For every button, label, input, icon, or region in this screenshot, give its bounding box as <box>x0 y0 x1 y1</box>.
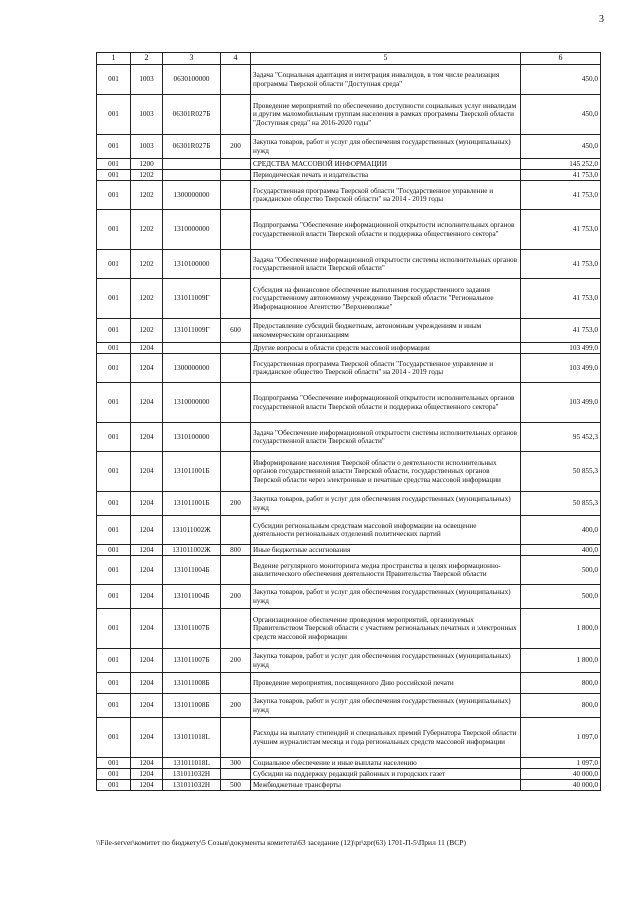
amount-cell: 41 753,0 <box>521 319 601 343</box>
description-cell: Другие вопросы в области средств массовой информации <box>251 343 521 354</box>
expense-type-cell: 200 <box>221 492 251 516</box>
amount-cell: 41 753,0 <box>521 181 601 210</box>
target-article-cell: 131011032Н <box>163 780 221 791</box>
org-code-cell: 001 <box>97 556 131 585</box>
table-row <box>97 492 601 516</box>
section-code-cell: 1202 <box>131 250 163 279</box>
section-code-cell: 1204 <box>131 516 163 545</box>
description-cell: Закупка товаров, работ и услуг для обеспечения государственных (муниципальных) нужд <box>251 694 521 718</box>
expense-type-cell <box>221 159 251 170</box>
target-article-cell: 131011004Б <box>163 556 221 585</box>
org-code-cell: 001 <box>97 159 131 170</box>
table-row <box>97 65 601 95</box>
target-article-cell: 1300000000 <box>163 354 221 383</box>
table-row <box>97 354 601 383</box>
description-cell: Задача "Обеспечение информационной открытости системы исполнительных органов государственной власти Тверской области" <box>251 250 521 279</box>
amount-cell: 95 452,3 <box>521 423 601 452</box>
amount-cell: 41 753,0 <box>521 279 601 319</box>
description-cell: Закупка товаров, работ и услуг для обеспечения государственных (муниципальных) нужд <box>251 649 521 673</box>
org-code-cell: 001 <box>97 492 131 516</box>
section-code-cell: 1003 <box>131 135 163 159</box>
table-row <box>97 343 601 354</box>
description-cell: Социальное обеспечение и иные выплаты населению <box>251 758 521 769</box>
description-cell: Субсидии на поддержку редакций районных и городских газет <box>251 769 521 780</box>
description-cell: Закупка товаров, работ и услуг для обеспечения государственных (муниципальных) нужд <box>251 492 521 516</box>
amount-cell: 50 855,3 <box>521 492 601 516</box>
target-article-cell: 131011007Б <box>163 609 221 649</box>
org-code-cell: 001 <box>97 181 131 210</box>
target-article-cell: 131011018L <box>163 718 221 758</box>
amount-cell: 500,0 <box>521 556 601 585</box>
section-code-cell: 1204 <box>131 780 163 791</box>
org-code-cell: 001 <box>97 343 131 354</box>
section-code-cell: 1003 <box>131 95 163 135</box>
section-code-cell: 1202 <box>131 279 163 319</box>
table-row <box>97 780 601 791</box>
table-row <box>97 585 601 609</box>
section-code-cell: 1204 <box>131 545 163 556</box>
section-code-cell: 1202 <box>131 319 163 343</box>
table-row <box>97 769 601 780</box>
target-article-cell: 1310100000 <box>163 250 221 279</box>
section-code-cell: 1204 <box>131 718 163 758</box>
expense-type-cell: 200 <box>221 694 251 718</box>
table-row <box>97 423 601 452</box>
expense-type-cell <box>221 95 251 135</box>
amount-cell: 103 499,0 <box>521 383 601 423</box>
table-header-row <box>97 53 601 65</box>
amount-cell: 1 097,0 <box>521 758 601 769</box>
expense-type-cell <box>221 250 251 279</box>
section-code-cell: 1204 <box>131 758 163 769</box>
expense-type-cell <box>221 343 251 354</box>
description-cell: Проведение мероприятия, посвященного Дню российской печати <box>251 673 521 694</box>
section-code-cell: 1204 <box>131 343 163 354</box>
description-cell: Ведение регулярного мониторинга медиа пространства в целях информационно-аналитического обеспечения деятельности Правительства Тверской области <box>251 556 521 585</box>
org-code-cell: 001 <box>97 170 131 181</box>
org-code-cell: 001 <box>97 545 131 556</box>
description-cell: Субсидия на финансовое обеспечение выполнения государственного задания государственному автономному учреждению Тверской области "Региональное Информационное Агентство "Верхневолжье" <box>251 279 521 319</box>
table-row <box>97 210 601 250</box>
description-cell: Закупка товаров, работ и услуг для обеспечения государственных (муниципальных) нужд <box>251 135 521 159</box>
org-code-cell: 001 <box>97 516 131 545</box>
amount-cell: 450,0 <box>521 65 601 95</box>
table-row <box>97 556 601 585</box>
expense-type-cell <box>221 279 251 319</box>
expense-type-cell: 200 <box>221 649 251 673</box>
org-code-cell: 001 <box>97 769 131 780</box>
org-code-cell: 001 <box>97 135 131 159</box>
description-cell: Подпрограмма "Обеспечение информационной открытости исполнительных органов государственной власти Тверской области и поддержка общественного сектора" <box>251 210 521 250</box>
section-code-cell: 1204 <box>131 492 163 516</box>
org-code-cell: 001 <box>97 95 131 135</box>
table-row <box>97 279 601 319</box>
target-article-cell: 1310000000 <box>163 210 221 250</box>
description-cell: Государственная программа Тверской области "Государственное управление и гражданское общество Тверской области" на 2014 - 2019 годы <box>251 181 521 210</box>
target-article-cell: 131011008Б <box>163 673 221 694</box>
expense-type-cell: 300 <box>221 758 251 769</box>
expense-type-cell <box>221 170 251 181</box>
expense-type-cell: 800 <box>221 545 251 556</box>
expense-type-cell: 200 <box>221 585 251 609</box>
table-row <box>97 159 601 170</box>
amount-cell: 1 800,0 <box>521 609 601 649</box>
org-code-cell: 001 <box>97 319 131 343</box>
org-code-cell: 001 <box>97 718 131 758</box>
amount-cell: 450,0 <box>521 135 601 159</box>
target-article-cell <box>163 343 221 354</box>
target-article-cell: 131011018L <box>163 758 221 769</box>
section-code-cell: 1204 <box>131 556 163 585</box>
description-cell: Организационное обеспечение проведения мероприятий, организуемых Правительством Тверской области с участием региональных печатных и электронных средств массовой информации <box>251 609 521 649</box>
org-code-cell: 001 <box>97 65 131 95</box>
amount-cell: 103 499,0 <box>521 343 601 354</box>
amount-cell: 41 753,0 <box>521 250 601 279</box>
description-cell: Подпрограмма "Обеспечение информационной открытости исполнительных органов государственной власти Тверской области и поддержка общественного сектора" <box>251 383 521 423</box>
section-code-cell: 1202 <box>131 181 163 210</box>
org-code-cell: 001 <box>97 210 131 250</box>
expense-type-cell: 200 <box>221 135 251 159</box>
org-code-cell: 001 <box>97 673 131 694</box>
description-cell: Задача "Социальная адаптация и интеграция инвалидов, в том числе реализация программы Тверской области "Доступная среда" <box>251 65 521 95</box>
org-code-cell: 001 <box>97 780 131 791</box>
table-row <box>97 250 601 279</box>
amount-cell: 41 753,0 <box>521 170 601 181</box>
section-code-cell: 1202 <box>131 210 163 250</box>
target-article-cell: 131011009Г <box>163 279 221 319</box>
amount-cell: 450,0 <box>521 95 601 135</box>
table-row <box>97 694 601 718</box>
column-header-3: 3 <box>163 53 221 65</box>
target-article-cell: 131011007Б <box>163 649 221 673</box>
org-code-cell: 001 <box>97 383 131 423</box>
target-article-cell <box>163 170 221 181</box>
expense-type-cell <box>221 452 251 492</box>
expense-type-cell <box>221 383 251 423</box>
expense-type-cell <box>221 556 251 585</box>
target-article-cell: 131011008Б <box>163 694 221 718</box>
target-article-cell: 131011001Б <box>163 452 221 492</box>
section-code-cell: 1204 <box>131 585 163 609</box>
target-article-cell: 1300000000 <box>163 181 221 210</box>
table-row <box>97 545 601 556</box>
expense-type-cell <box>221 718 251 758</box>
column-header-5: 5 <box>251 53 521 65</box>
amount-cell: 40 000,0 <box>521 780 601 791</box>
amount-cell: 40 000,0 <box>521 769 601 780</box>
org-code-cell: 001 <box>97 609 131 649</box>
org-code-cell: 001 <box>97 250 131 279</box>
expense-type-cell: 500 <box>221 780 251 791</box>
description-cell: Закупка товаров, работ и услуг для обеспечения государственных (муниципальных) нужд <box>251 585 521 609</box>
table-row <box>97 516 601 545</box>
amount-cell: 145 252,0 <box>521 159 601 170</box>
table-row <box>97 383 601 423</box>
description-cell: Информирование населения Тверской области о деятельности исполнительных органов государственной власти Тверской области, государственных органов Тверской области через электронные и печатные средства массовой информации <box>251 452 521 492</box>
org-code-cell: 001 <box>97 423 131 452</box>
expense-type-cell <box>221 423 251 452</box>
org-code-cell: 001 <box>97 585 131 609</box>
section-code-cell: 1204 <box>131 694 163 718</box>
description-cell: Государственная программа Тверской области "Государственное управление и гражданское общество Тверской области" на 2014 - 2019 годы <box>251 354 521 383</box>
description-cell: Задача "Обеспечение информационной открытости системы исполнительных органов государственной власти Тверской области" <box>251 423 521 452</box>
target-article-cell: 1310100000 <box>163 423 221 452</box>
description-cell: СРЕДСТВА МАССОВОЙ ИНФОРМАЦИИ <box>251 159 521 170</box>
table-row <box>97 718 601 758</box>
org-code-cell: 001 <box>97 279 131 319</box>
org-code-cell: 001 <box>97 452 131 492</box>
description-cell: Предоставление субсидий бюджетным, автономным учреждениям и иным некоммерческим организациям <box>251 319 521 343</box>
expense-type-cell <box>221 769 251 780</box>
description-cell: Расходы на выплату стипендий и специальных премий Губернатора Тверской области лучшим журналистам месяца и года региональных средств массовой информации <box>251 718 521 758</box>
target-article-cell: 131011002Ж <box>163 516 221 545</box>
description-cell: Межбюджетные трансферты <box>251 780 521 791</box>
column-header-4: 4 <box>221 53 251 65</box>
expense-type-cell <box>221 516 251 545</box>
table-row <box>97 170 601 181</box>
table-row <box>97 758 601 769</box>
table-body <box>97 65 601 791</box>
amount-cell: 50 855,3 <box>521 452 601 492</box>
expense-type-cell <box>221 673 251 694</box>
amount-cell: 103 499,0 <box>521 354 601 383</box>
section-code-cell: 1200 <box>131 159 163 170</box>
section-code-cell: 1003 <box>131 65 163 95</box>
org-code-cell: 001 <box>97 649 131 673</box>
file-path-footer: \\File-server\комитет по бюджету\5 Созыв\документы комитета\63 заседание (12)\pr\zpr(63) 1701-П-5\Прил 11 (ВСР) <box>96 838 466 847</box>
target-article-cell: 06301R027Б <box>163 135 221 159</box>
target-article-cell: 131011032Н <box>163 769 221 780</box>
amount-cell: 800,0 <box>521 673 601 694</box>
table-row <box>97 452 601 492</box>
target-article-cell: 0630100000 <box>163 65 221 95</box>
org-code-cell: 001 <box>97 354 131 383</box>
expense-type-cell: 600 <box>221 319 251 343</box>
section-code-cell: 1204 <box>131 769 163 780</box>
section-code-cell: 1204 <box>131 383 163 423</box>
table-row <box>97 609 601 649</box>
amount-cell: 41 753,0 <box>521 210 601 250</box>
table-row <box>97 181 601 210</box>
page-number: 3 <box>599 14 604 25</box>
target-article-cell: 131011004Б <box>163 585 221 609</box>
amount-cell: 800,0 <box>521 694 601 718</box>
section-code-cell: 1204 <box>131 423 163 452</box>
expense-type-cell <box>221 65 251 95</box>
budget-table <box>96 52 601 791</box>
expense-type-cell <box>221 609 251 649</box>
section-code-cell: 1202 <box>131 170 163 181</box>
target-article-cell: 131011009Г <box>163 319 221 343</box>
description-cell: Периодическая печать и издательства <box>251 170 521 181</box>
target-article-cell: 131011002Ж <box>163 545 221 556</box>
table-row <box>97 319 601 343</box>
section-code-cell: 1204 <box>131 649 163 673</box>
expense-type-cell <box>221 210 251 250</box>
amount-cell: 400,0 <box>521 516 601 545</box>
column-header-6: 6 <box>521 53 601 65</box>
section-code-cell: 1204 <box>131 609 163 649</box>
description-cell: Иные бюджетные ассигнования <box>251 545 521 556</box>
description-cell: Субсидии региональным средствам массовой информации на освещение деятельности региональных отделений политических партий <box>251 516 521 545</box>
target-article-cell <box>163 159 221 170</box>
amount-cell: 1 800,0 <box>521 649 601 673</box>
org-code-cell: 001 <box>97 758 131 769</box>
amount-cell: 1 097,0 <box>521 718 601 758</box>
column-header-2: 2 <box>131 53 163 65</box>
table-row <box>97 673 601 694</box>
expense-type-cell <box>221 181 251 210</box>
expense-type-cell <box>221 354 251 383</box>
org-code-cell: 001 <box>97 694 131 718</box>
amount-cell: 400,0 <box>521 545 601 556</box>
section-code-cell: 1204 <box>131 452 163 492</box>
table-row <box>97 649 601 673</box>
target-article-cell: 06301R027Б <box>163 95 221 135</box>
target-article-cell: 1310000000 <box>163 383 221 423</box>
table-row <box>97 95 601 135</box>
amount-cell: 500,0 <box>521 585 601 609</box>
section-code-cell: 1204 <box>131 673 163 694</box>
table-row <box>97 135 601 159</box>
column-header-1: 1 <box>97 53 131 65</box>
target-article-cell: 131011001Б <box>163 492 221 516</box>
section-code-cell: 1204 <box>131 354 163 383</box>
description-cell: Проведение мероприятий по обеспечению доступности социальных услуг инвалидам и другим маломобильным группам населения в рамках программы Тверской области "Доступная среда" на 2016-2020 годы" <box>251 95 521 135</box>
